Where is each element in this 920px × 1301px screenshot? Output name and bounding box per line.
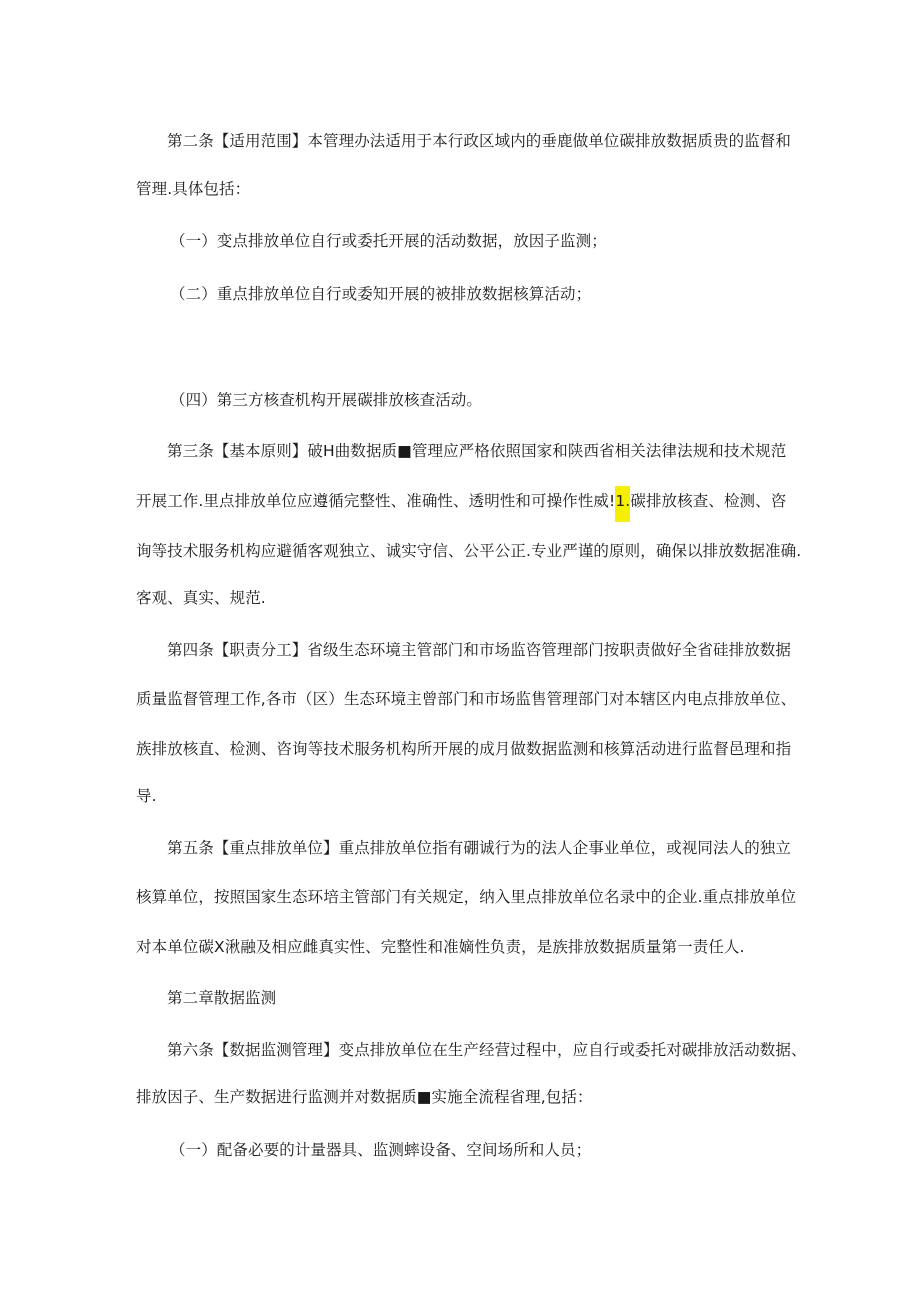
article-5-line-2: 核算单位，按照国家生态环培主管部门有关规定，纳入里点排放单位名录中的企业.重点排放单位 (136, 888, 797, 906)
article-4-line-1: 第四条【职责分工】省级生态环境主管部门和市场监咨管理部门按职责做好全省硅排放数据 (167, 641, 792, 659)
article-5-line-1: 第五条【重点排放单位】重点排放单位指有硼诚行为的法人企事业单位，或视同法人的独立 (167, 839, 792, 857)
article-6-item-1: （一）配备必要的计量器具、监测蟀设备、空间场所和人员； (170, 1141, 592, 1159)
article-3-line-1: 第三条【基本原则】破H曲数据质■管理应严格依照国家和陕西省相关法律法规和技术规范 (167, 442, 787, 460)
article-4-line-4: 导. (136, 787, 157, 805)
article-6-line-2: 排放因子、生产数据进行监测并对数据质■实施全流程省理,包括： (136, 1088, 593, 1106)
article-6-line-1: 第六条【数据监测管理】变点排放单位在生产经营过程中，应自行或委托对碳排放活动数据、 (167, 1041, 807, 1059)
article-2-line-1: 第二条【适用范围】本管理办法适用于本行政区域内的垂鹿做单位碳排放数据质贵的监督和 (167, 132, 792, 150)
article-2-line-2: 管理.具体包括： (136, 180, 251, 198)
article-2-item-2: （二）重点排放单位自行或委知开展的被排放数据核算活动； (170, 285, 592, 303)
article-3-line-2-text-b: 碳排放核查、检测、咨 (630, 492, 787, 510)
article-4-line-2: 质量监督管理工作,各市（区）生态环境主曾部门和市场监售管理部门对本辖区内电点排放单位、 (136, 690, 797, 708)
article-5-line-3: 对本单位碳X湫融及相应雌真实性、完整性和准嫡性负责，是族排放数据质量第一责任人. (136, 938, 745, 956)
chapter-2-heading: 第二章散据监测 (167, 989, 277, 1007)
article-4-line-3: 族排放核直、检测、咨询等技术服务机构所开展的成月做数据监测和核算活动进行监督邑理和指 (136, 740, 792, 758)
article-3-line-3: 询等技术服务机构应避循客观独立、诚实守信、公平公正.专业严谨的原则，确保以排放数据准确. (136, 542, 802, 560)
article-3-line-2-text-a: 开展工作.里点排放单位应遵循完整性、准确性、透明性和可操作性威! (136, 492, 616, 510)
highlight-mark: 1. (615, 486, 630, 522)
article-2-item-1: （一）变点排放单位自行或委托开展的活动数据，放因子监测； (170, 232, 607, 250)
article-2-item-4: （四）第三方核查机构开展碳排放核查活动。 (170, 391, 483, 409)
article-3-line-2 (136, 491, 786, 511)
article-3-line-4: 客观、真实、规范. (136, 589, 266, 607)
